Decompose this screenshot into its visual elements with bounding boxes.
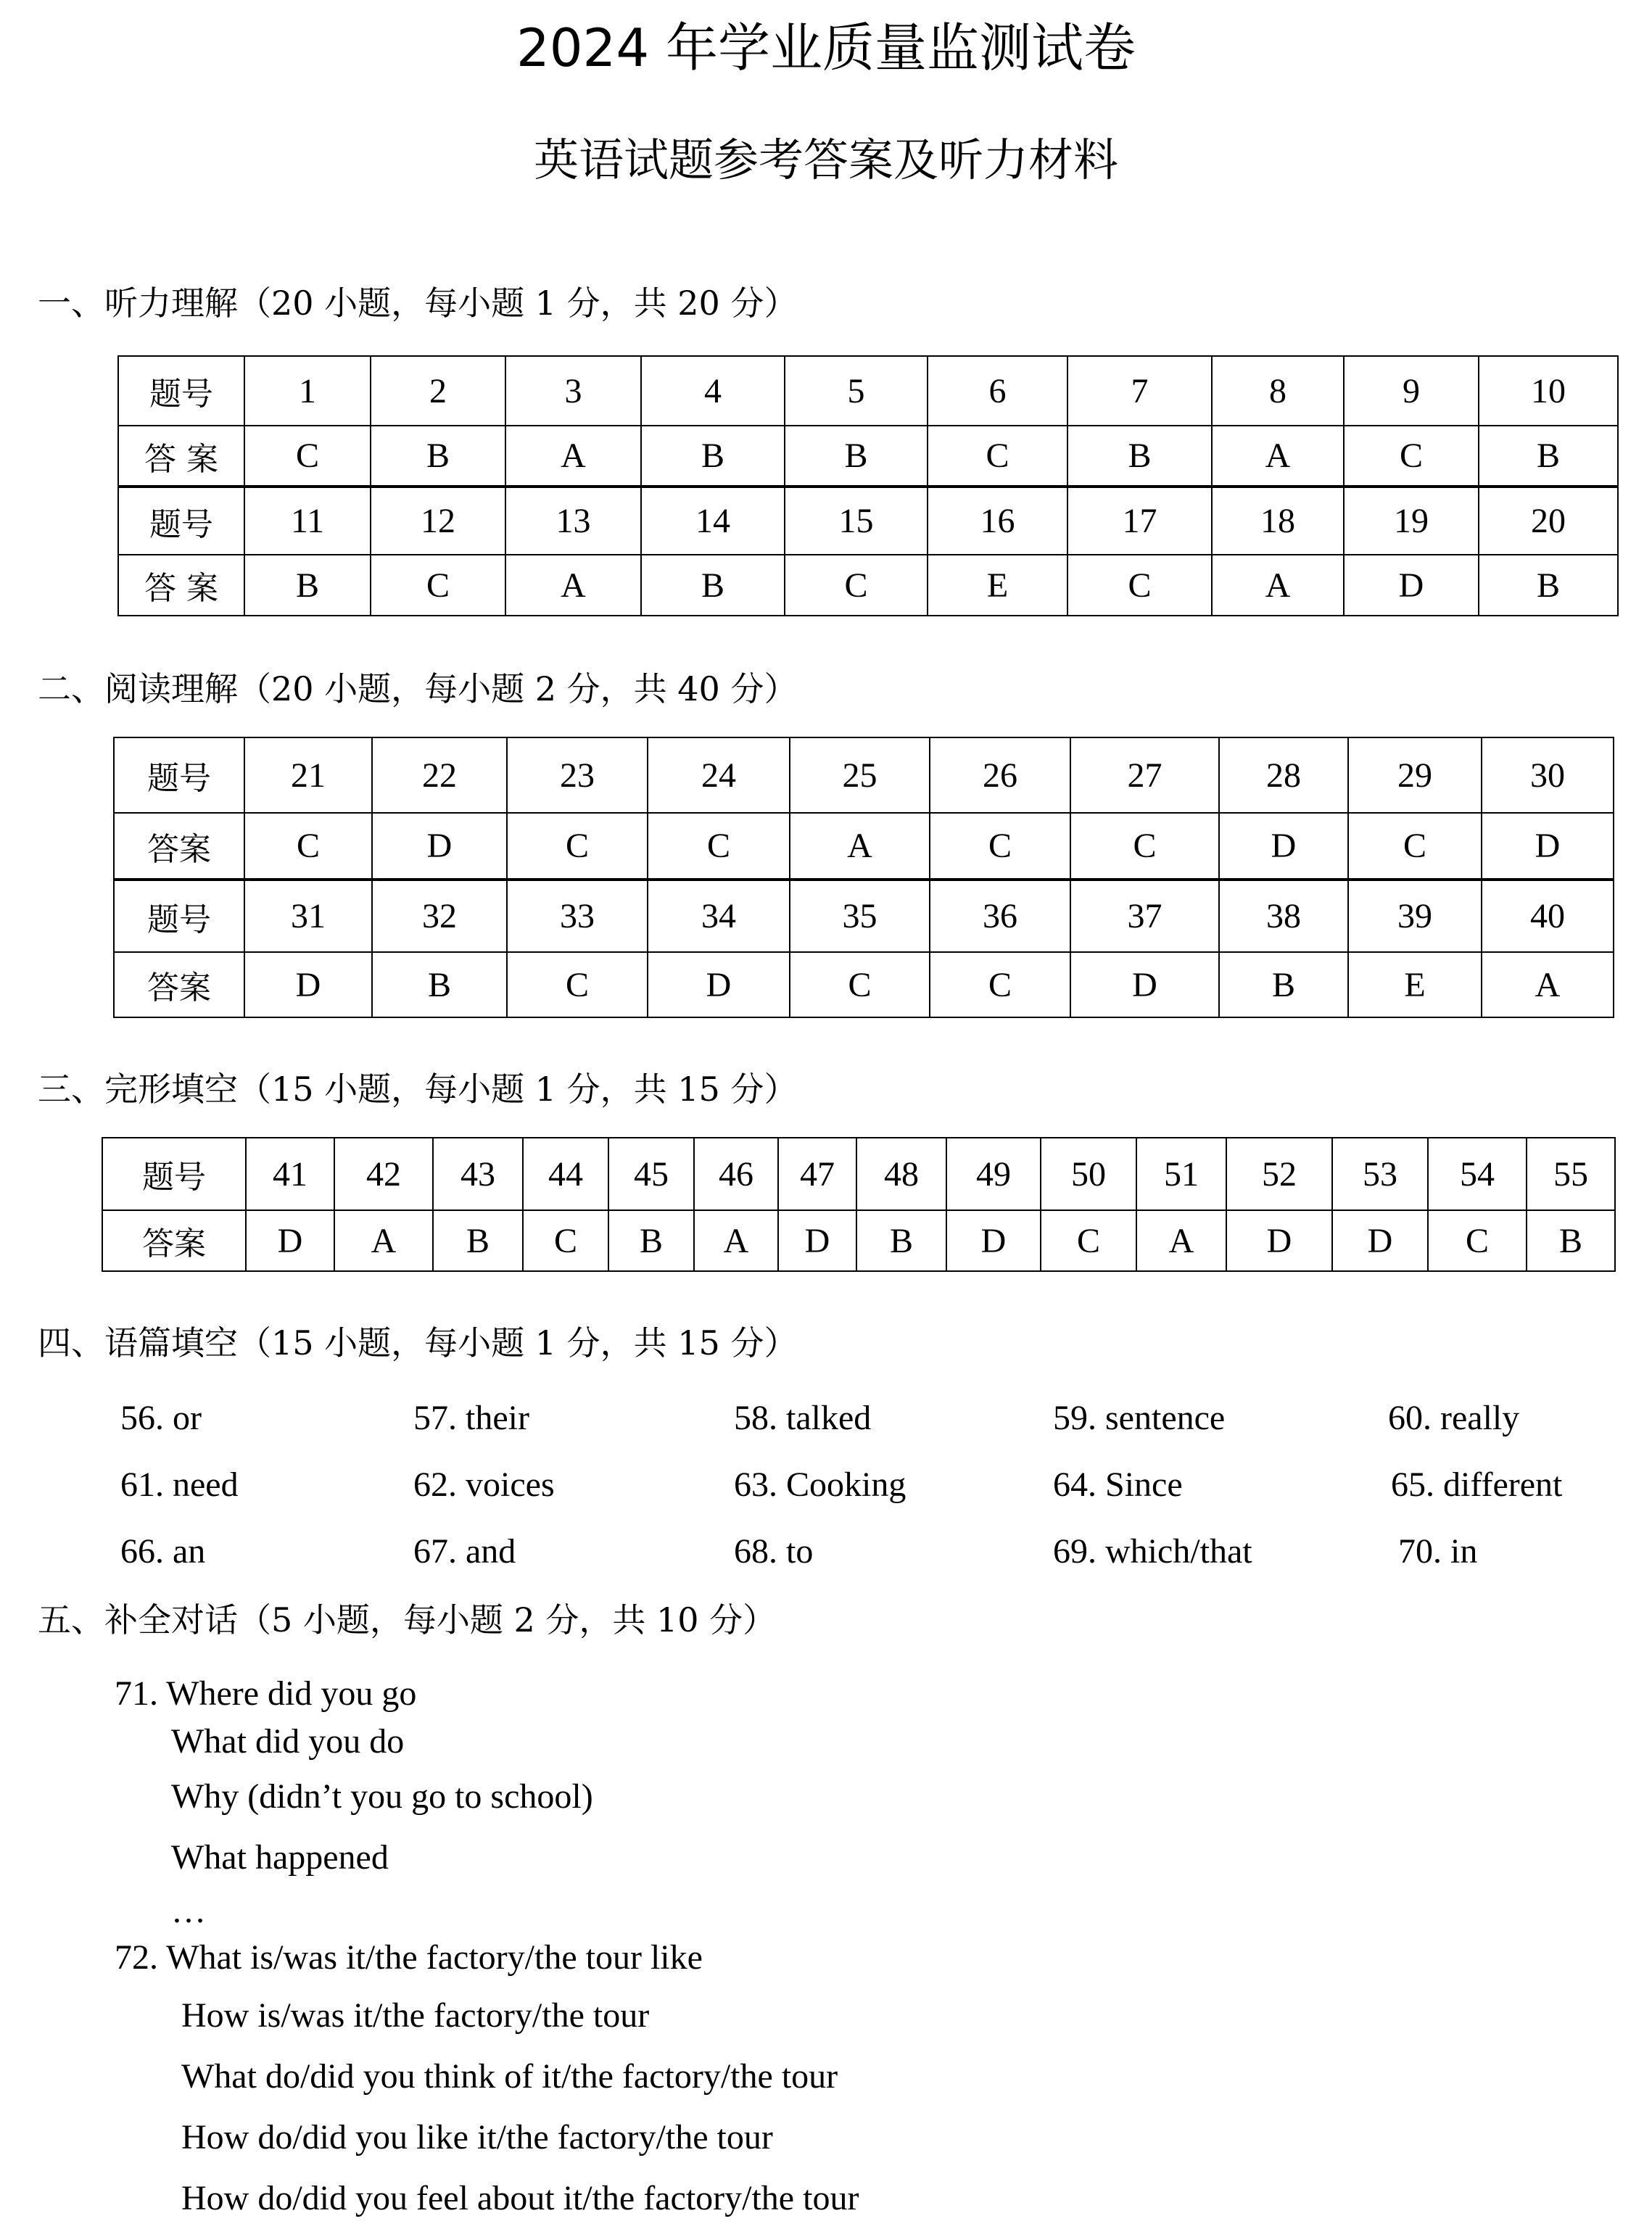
answer-cell: C [1070,813,1219,880]
answer-cell: B [372,952,507,1017]
answer-cell: B [1527,1210,1615,1271]
answer-cell: D [246,1210,334,1271]
question-number: 32 [372,880,507,952]
answer-cell: E [928,555,1067,616]
answer-cell: A [790,813,930,880]
fill-answer-70: 70. in [1398,1532,1478,1571]
dialogue-answer-71-line: What did you do [171,1722,405,1761]
question-number: 41 [246,1138,334,1210]
section-heading-cloze: 三、完形填空（15 小题，每小题 1 分，共 15 分） [38,1070,798,1109]
answer-cell: D [1332,1210,1428,1271]
dialogue-answer-72-line: How do/did you feel about it/the factory/the tour [181,2179,859,2217]
question-number: 1 [244,356,371,426]
dialogue-answer-72-line: How do/did you like it/the factory/the tour [181,2118,773,2157]
table-row [114,737,1614,813]
question-number: 4 [641,356,785,426]
table-row [118,356,1618,426]
answer-cell: A [505,555,641,616]
question-number: 9 [1344,356,1479,426]
answer-cell: A [1136,1210,1226,1271]
question-number: 30 [1482,737,1614,813]
question-label: 题号 [114,880,244,952]
dialogue-answer-71-line: 71. Where did you go [115,1674,417,1713]
question-number: 50 [1041,1138,1136,1210]
question-number: 40 [1482,880,1614,952]
table-row [118,555,1618,616]
answer-cell: B [856,1210,946,1271]
answer-cell: A [1212,426,1344,487]
question-number: 25 [790,737,930,813]
question-number: 16 [928,487,1067,555]
question-number: 44 [523,1138,608,1210]
fill-answer-65: 65. different [1391,1465,1563,1504]
page-title: 2024 年学业质量监测试卷 [516,17,1136,78]
answer-cell: C [507,952,648,1017]
question-number: 53 [1332,1138,1428,1210]
question-number: 15 [785,487,928,555]
answer-cell: A [694,1210,778,1271]
table-row [114,813,1614,880]
question-number: 10 [1479,356,1618,426]
answer-cell: B [1219,952,1348,1017]
answer-label: 答案 [114,813,244,880]
fill-answer-59: 59. sentence [1053,1399,1226,1437]
dialogue-answer-71-line: Why (didn’t you go to school) [171,1777,593,1816]
answer-label: 答 案 [118,426,244,487]
section-heading-dialogue: 五、补全对话（5 小题，每小题 2 分，共 10 分） [38,1600,777,1639]
question-number: 3 [505,356,641,426]
answer-cell: B [785,426,928,487]
answer-cell: D [1219,813,1348,880]
answer-cell: B [608,1210,694,1271]
question-number: 48 [856,1138,946,1210]
answer-label: 答案 [114,952,244,1017]
question-number: 23 [507,737,648,813]
question-number: 11 [244,487,371,555]
answer-cell: D [1482,813,1614,880]
question-number: 49 [946,1138,1041,1210]
cloze-answer-table [102,1137,1616,1272]
dialogue-answer-72-line: What do/did you think of it/the factory/the tour [181,2057,838,2096]
answer-cell: C [928,426,1067,487]
answer-cell: D [778,1210,856,1271]
page-subtitle: 英语试题参考答案及听力材料 [533,133,1118,186]
answer-cell: B [641,555,785,616]
table-row [114,952,1614,1017]
question-number: 47 [778,1138,856,1210]
dialogue-answer-71-line: … [171,1892,206,1930]
question-number: 13 [505,487,641,555]
question-number: 6 [928,356,1067,426]
fill-answer-61: 61. need [120,1465,239,1504]
fill-answer-66: 66. an [120,1532,206,1571]
answer-cell: C [371,555,505,616]
question-number: 39 [1348,880,1482,952]
fill-answer-60: 60. really [1388,1399,1520,1437]
answer-cell: C [1348,813,1482,880]
answer-cell: C [930,813,1070,880]
answer-cell: B [371,426,505,487]
table-row [118,426,1618,487]
dialogue-answer-72-line: 72. What is/was it/the factory/the tour like [115,1938,703,1977]
question-number: 24 [648,737,790,813]
question-number: 55 [1527,1138,1615,1210]
dialogue-answer-71-line: What happened [171,1838,389,1877]
answer-cell: D [1344,555,1479,616]
answer-cell: B [433,1210,523,1271]
answer-cell: D [1070,952,1219,1017]
answer-cell: C [785,555,928,616]
fill-answer-56: 56. or [120,1399,202,1437]
fill-answer-63: 63. Cooking [734,1465,906,1504]
answer-cell: C [1344,426,1479,487]
answer-cell: A [505,426,641,487]
question-number: 2 [371,356,505,426]
answer-cell: C [1041,1210,1136,1271]
answer-cell: A [1212,555,1344,616]
question-number: 43 [433,1138,523,1210]
question-number: 29 [1348,737,1482,813]
question-number: 18 [1212,487,1344,555]
question-number: 17 [1067,487,1212,555]
section-heading-passage-fill: 四、语篇填空（15 小题，每小题 1 分，共 15 分） [38,1323,798,1363]
question-number: 22 [372,737,507,813]
question-number: 33 [507,880,648,952]
question-number: 26 [930,737,1070,813]
listening-answer-table [117,355,1619,616]
section-heading-listening: 一、听力理解（20 小题，每小题 1 分，共 20 分） [38,284,798,323]
answer-cell: D [1226,1210,1332,1271]
fill-answer-57: 57. their [413,1399,529,1437]
question-number: 8 [1212,356,1344,426]
fill-answer-68: 68. to [734,1532,814,1571]
fill-answer-69: 69. which/that [1053,1532,1252,1571]
question-number: 28 [1219,737,1348,813]
table-row [102,1210,1615,1271]
answer-cell: B [1067,426,1212,487]
answer-cell: B [244,555,371,616]
question-number: 37 [1070,880,1219,952]
section-heading-reading: 二、阅读理解（20 小题，每小题 2 分，共 40 分） [38,669,798,708]
question-label: 题号 [118,487,244,555]
question-label: 题号 [114,737,244,813]
reading-answer-table [113,737,1614,1018]
question-number: 52 [1226,1138,1332,1210]
fill-answer-67: 67. and [413,1532,516,1571]
answer-cell: C [790,952,930,1017]
question-number: 31 [244,880,372,952]
answer-cell: C [507,813,648,880]
answer-cell: C [930,952,1070,1017]
answer-cell: A [1482,952,1614,1017]
fill-answer-64: 64. Since [1053,1465,1183,1504]
question-number: 12 [371,487,505,555]
answer-cell: D [244,952,372,1017]
answer-cell: D [648,952,790,1017]
question-number: 38 [1219,880,1348,952]
answer-cell: C [1428,1210,1527,1271]
answer-cell: A [334,1210,433,1271]
question-number: 34 [648,880,790,952]
question-number: 35 [790,880,930,952]
answer-cell: C [1067,555,1212,616]
question-number: 46 [694,1138,778,1210]
question-number: 20 [1479,487,1618,555]
table-row [114,880,1614,952]
answer-cell: E [1348,952,1482,1017]
answer-cell: C [244,813,372,880]
answer-cell: C [244,426,371,487]
question-number: 7 [1067,356,1212,426]
question-number: 14 [641,487,785,555]
answer-cell: D [372,813,507,880]
answer-label: 答 案 [118,555,244,616]
question-number: 42 [334,1138,433,1210]
question-label: 题号 [118,356,244,426]
answer-cell: B [1479,426,1618,487]
fill-answer-62: 62. voices [413,1465,555,1504]
question-number: 19 [1344,487,1479,555]
table-row [118,487,1618,555]
dialogue-answer-72-line: How is/was it/the factory/the tour [181,1996,650,2035]
question-number: 27 [1070,737,1219,813]
answer-cell: B [641,426,785,487]
answer-cell: C [523,1210,608,1271]
answer-cell: B [1479,555,1618,616]
question-number: 21 [244,737,372,813]
question-number: 54 [1428,1138,1527,1210]
fill-answer-58: 58. talked [734,1399,872,1437]
question-number: 5 [785,356,928,426]
answer-cell: D [946,1210,1041,1271]
answer-label: 答案 [102,1210,246,1271]
answer-cell: C [648,813,790,880]
question-label: 题号 [102,1138,246,1210]
question-number: 36 [930,880,1070,952]
question-number: 51 [1136,1138,1226,1210]
question-number: 45 [608,1138,694,1210]
table-row [102,1138,1615,1210]
